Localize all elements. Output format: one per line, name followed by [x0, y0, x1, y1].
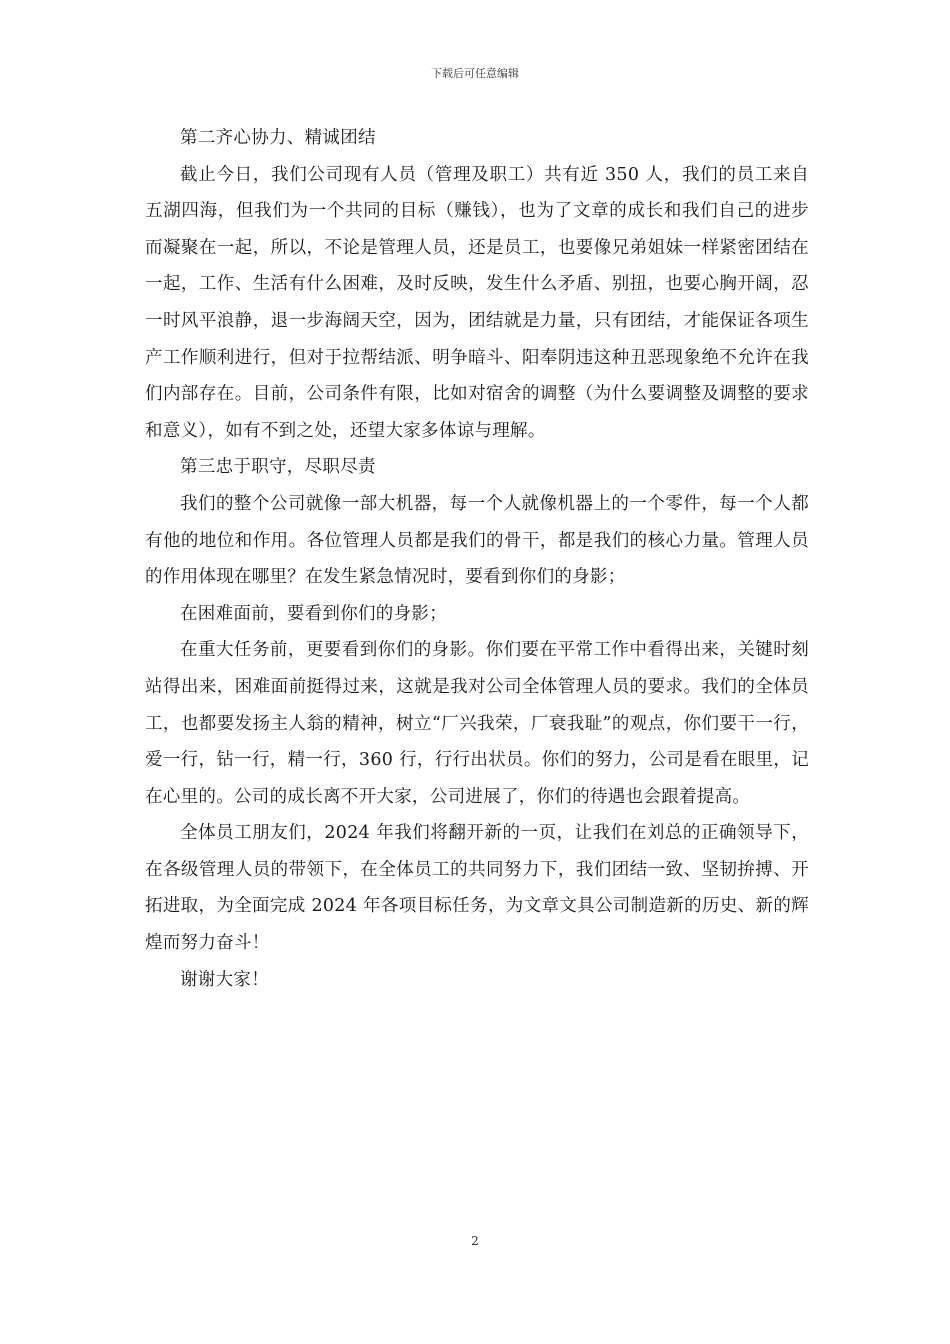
paragraph-call-to-action: 全体员工朋友们，2024 年我们将翻开新的一页，让我们在刘总的正确领导下，在各级管理人员的带领下，在全体员工的共同努力下，我们团结一致、坚韧拚搏、开拓进取，为全面完成 2024 年各项目标任务，为文章文具公司制造新的历史、新的辉煌而努力奋斗！	[145, 823, 809, 954]
paragraph-machine: 我们的整个公司就像一部大机器，每一个人就像机器上的一个零件，每一个人都有他的地位和作用。各位管理人员都是我们的骨干，都是我们的核心力量。管理人员的作用体现在哪里？在发生紧急情况时，要看到你们的身影；	[145, 493, 809, 588]
page-header-note: 下载后可任意编辑	[431, 67, 519, 80]
section-heading-duty: 第三忠于职守，尽职尽责	[180, 457, 376, 478]
paragraph-unity: 截止今日，我们公司现有人员（管理及职工）共有近 350 人，我们的员工来自五湖四海，但我们为一个共同的目标（赚钱），也为了文章的成长和我们自己的进步而凝聚在一起，所以，不论是管理人员，还是员工，也要像兄弟姐妹一样紧密团结在一起，工作、生活有什么困难，及时反映，发生什么矛盾、别扭，也要心胸开阔，忍一时风平浪静，退一步海阔天空，因为，团结就是力量，只有团结，才能保证各项生产工作顺利进行，但对于拉帮结派、明争暗斗、阳奉阴违这种丑恶现象绝不允许在我们内部存在。目前，公司条件有限，比如对宿舍的调整（为什么要调整及调整的要求和意义），如有不到之处，还望大家多体谅与理解。	[145, 164, 809, 441]
page-number: 2	[471, 1234, 479, 1248]
paragraph-major-tasks: 在重大任务前，更要看到你们的身影。你们要在平常工作中看得出来，关键时刻站得出来，困难面前挺得过来，这就是我对公司全体管理人员的要求。我们的全体员工，也都要发扬主人翁的精神，树立“厂兴我荣，厂衰我耻”的观点，你们要干一行，爱一行，钻一行，精一行，360 行，行行出状员。你们的努力，公司是看在眼里，记在心里的。公司的成长离不开大家，公司进展了，你们的待遇也会跟着提高。	[145, 640, 809, 807]
document-body	[145, 120, 809, 998]
paragraph-difficulty: 在困难面前，要看到你们的身影；	[180, 603, 447, 624]
paragraph-thanks: 谢谢大家！	[180, 969, 269, 990]
section-heading-unity: 第二齐心协力、精诚团结	[180, 128, 376, 148]
